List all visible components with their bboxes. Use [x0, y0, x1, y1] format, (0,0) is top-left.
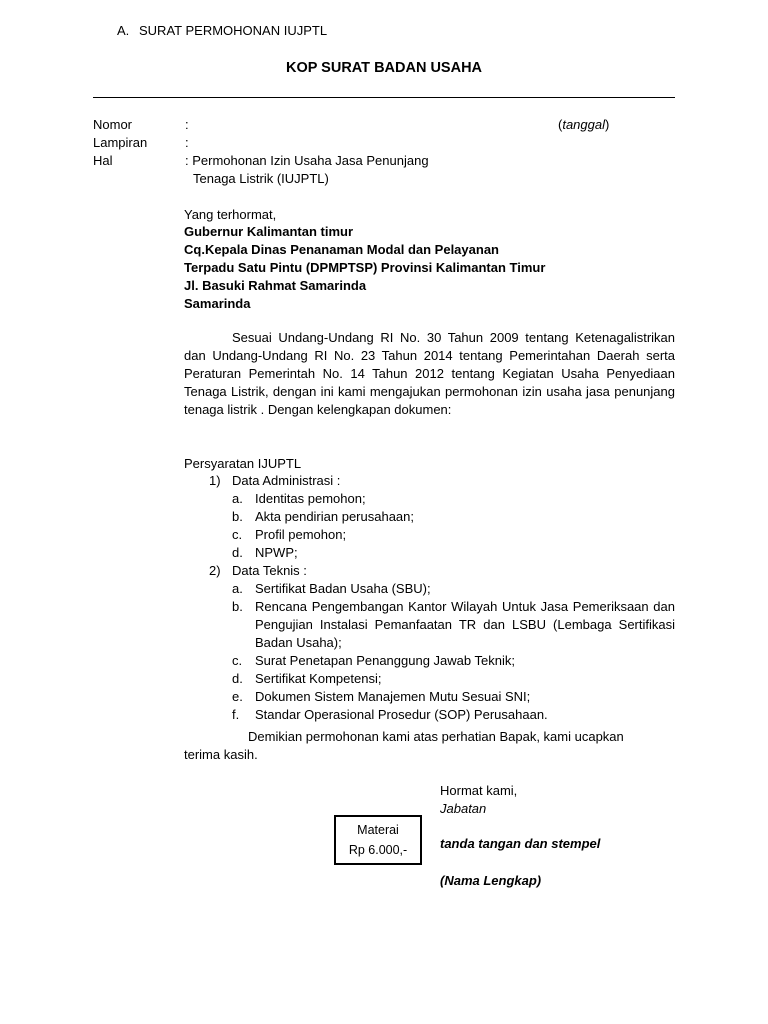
- hal-value-line2: Tenaga Listrik (IUJPTL): [193, 171, 329, 186]
- item-letter: c.: [232, 653, 243, 668]
- date-text: tanggal: [562, 117, 605, 132]
- list-item: Rencana Pengembangan Kantor Wilayah Untuk Jasa Pemeriksaan dan Pengujian Instalasi Pemanfaatan TR dan LSBU (Lembaga Sertifikasi Badan Usaha);: [255, 599, 675, 650]
- item-letter: c.: [232, 527, 243, 542]
- recipient-line: Terpadu Satu Pintu (DPMPTSP) Provinsi Kalimantan Timur: [184, 260, 546, 275]
- recipient-line: Samarinda: [184, 296, 251, 311]
- lampiran-label: Lampiran: [93, 135, 148, 150]
- signer-position: Jabatan: [440, 801, 487, 816]
- section-title: SURAT PERMOHONAN IUJPTL: [139, 23, 328, 38]
- closing-line: terima kasih.: [184, 747, 258, 762]
- list-item: NPWP;: [255, 545, 298, 560]
- date-close: ): [605, 117, 610, 132]
- list-item: Surat Penetapan Penanggung Jawab Teknik;: [255, 653, 515, 668]
- nomor-colon: :: [185, 117, 189, 132]
- list-item: Dokumen Sistem Manajemen Mutu Sesuai SNI;: [255, 689, 531, 704]
- nomor-label: Nomor: [93, 117, 133, 132]
- salutation: Yang terhormat,: [184, 207, 277, 222]
- list-item: Sertifikat Badan Usaha (SBU);: [255, 581, 431, 596]
- item-letter: d.: [232, 671, 243, 686]
- list-item: Akta pendirian perusahaan;: [255, 509, 415, 524]
- regards: Hormat kami,: [440, 783, 518, 798]
- closing-line: Demikian permohonan kami atas perhatian Bapak, kami ucapkan: [248, 729, 624, 744]
- hal-value-line1: : Permohonan Izin Usaha Jasa Penunjang: [185, 153, 429, 168]
- group-title: Data Teknis :: [232, 563, 307, 578]
- recipient-line: Jl. Basuki Rahmat Samarinda: [184, 278, 367, 293]
- stamp-label: Materai: [357, 823, 399, 837]
- list-item: Standar Operasional Prosedur (SOP) Perusahaan.: [255, 707, 548, 722]
- item-letter: f.: [232, 707, 240, 722]
- requirements-title: Persyaratan IJUPTL: [184, 456, 302, 471]
- duty-stamp-box: [334, 815, 422, 865]
- signer-full-name: (Nama Lengkap): [440, 873, 542, 888]
- list-item: Identitas pemohon;: [255, 491, 366, 506]
- item-letter: a.: [232, 491, 243, 506]
- list-item: Sertifikat Kompetensi;: [255, 671, 382, 686]
- group-number: 2): [209, 563, 221, 578]
- item-letter: b.: [232, 509, 243, 524]
- letterhead-title: KOP SURAT BADAN USAHA: [285, 60, 483, 76]
- recipient-line: Gubernur Kalimantan timur: [184, 224, 354, 239]
- group-title: Data Administrasi :: [232, 473, 341, 488]
- letterhead-divider: [93, 97, 675, 98]
- list-item: Profil pemohon;: [255, 527, 347, 542]
- lampiran-colon: :: [185, 135, 189, 150]
- section-number: A.: [117, 23, 130, 38]
- group-number: 1): [209, 473, 221, 488]
- hal-label: Hal: [93, 153, 113, 168]
- body-paragraph: Sesuai Undang-Undang RI No. 30 Tahun 2009 tentang Ketenagalistrikan dan Undang-Undang RI No. 23 Tahun 2014 tentang Pemerintahan Daerah serta Peraturan Pemerintah No. 14 Tahun 2012 tentang Kegiatan Usaha Penyediaan Tenaga Listrik, dengan ini kami mengajukan permohonan izin usaha jasa penunjang tenaga listrik . Dengan kelengkapan dokumen:: [184, 330, 675, 417]
- recipient-line: Cq.Kepala Dinas Penanaman Modal dan Pelayanan: [184, 242, 499, 257]
- signature-note: tanda tangan dan stempel: [440, 836, 601, 851]
- item-letter: a.: [232, 581, 243, 596]
- item-letter: d.: [232, 545, 243, 560]
- item-letter: b.: [232, 599, 243, 614]
- section-heading: [117, 22, 327, 40]
- date-placeholder: [558, 116, 609, 134]
- item-letter: e.: [232, 689, 243, 704]
- date-open: (: [558, 117, 563, 132]
- stamp-amount: Rp 6.000,-: [348, 843, 408, 857]
